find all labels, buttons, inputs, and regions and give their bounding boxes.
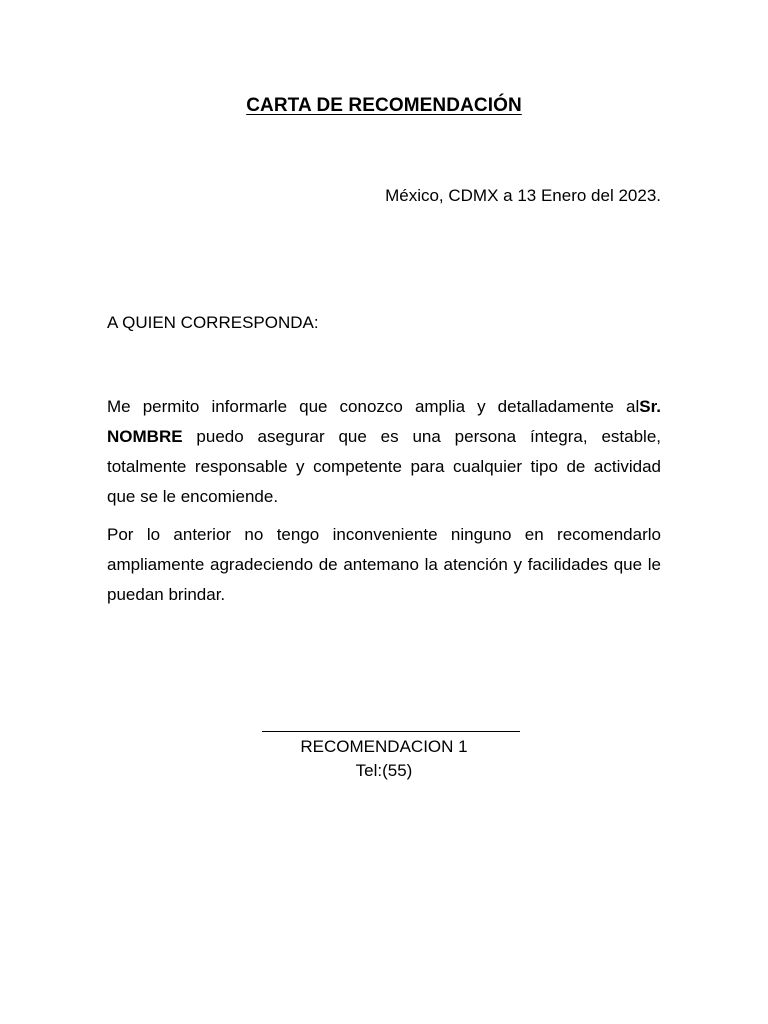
salutation: A QUIEN CORRESPONDA: <box>107 313 319 332</box>
signature-line <box>262 731 520 732</box>
document-title: CARTA DE RECOMENDACIÓN <box>246 95 522 116</box>
paragraph-introduction <box>107 392 661 512</box>
recommended-person-name: Sr. NOMBRE <box>107 397 661 446</box>
paragraph-introduction-continuation: puedo asegurar que es una persona íntegra, estable, totalmente responsable y competente para cualquier tipo de actividad que se le encomiende. <box>107 427 661 506</box>
date-line: México, CDMX a 13 Enero del 2023. <box>385 186 661 205</box>
paragraph-closing: Por lo anterior no tengo inconveniente ninguno en recomendarlo ampliamente agradeciendo de antemano la atención y facilidades que le puedan brindar. <box>107 525 661 604</box>
paragraph-introduction-text: Me permito informarle que conozco amplia y detalladamente al <box>107 397 640 416</box>
signature-name: RECOMENDACION 1 <box>300 737 468 756</box>
signature-phone: Tel:(55) <box>355 761 413 780</box>
